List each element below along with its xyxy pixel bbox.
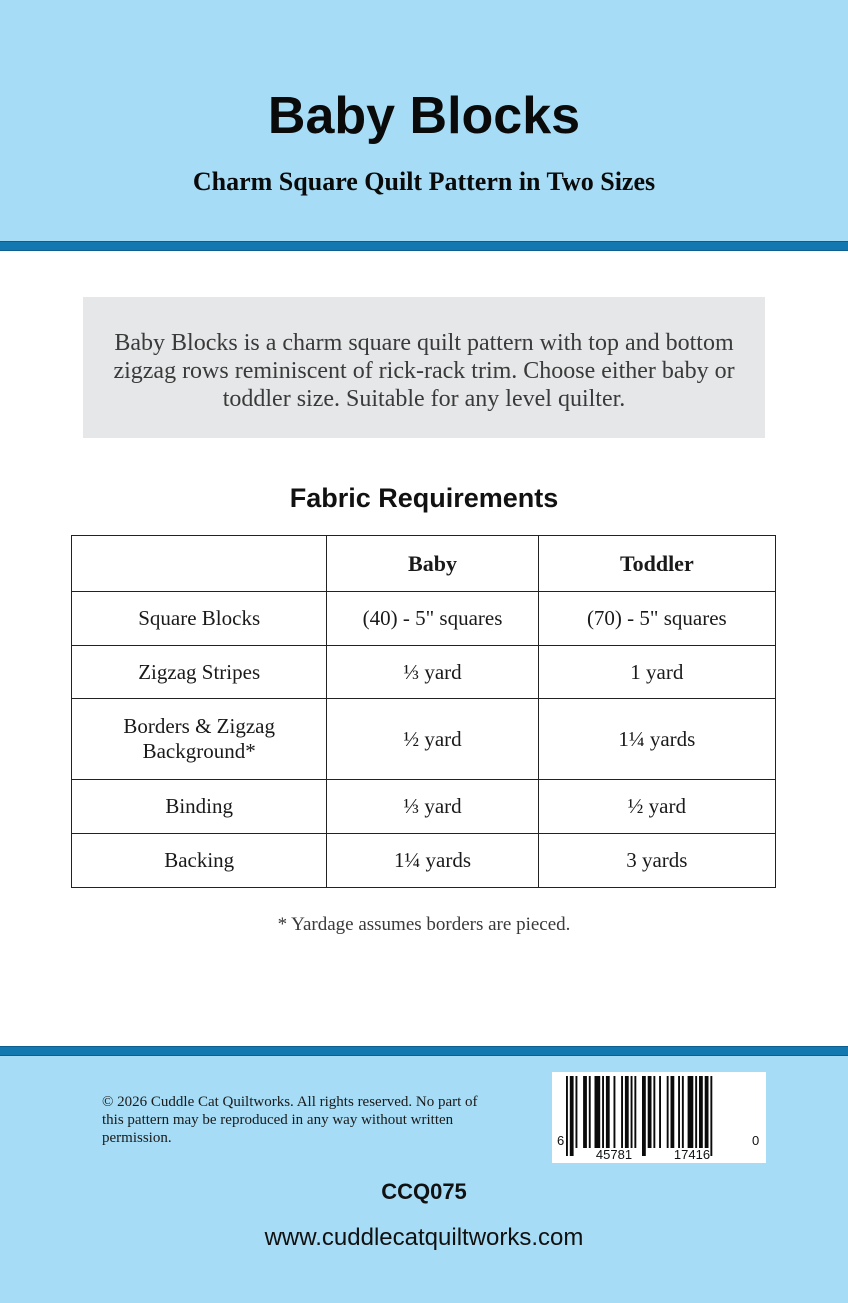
toddler-value: 1 yard: [538, 646, 775, 699]
barcode-bar: [699, 1076, 703, 1148]
barcode-bar: [625, 1076, 629, 1148]
footer-divider-stripe: [0, 1046, 848, 1056]
toddler-value: 1¼ yards: [538, 699, 775, 780]
row-label: Square Blocks: [72, 592, 327, 646]
column-header-baby: Baby: [327, 536, 538, 592]
fabric-requirements-title: Fabric Requirements: [289, 483, 559, 513]
baby-value: ½ yard: [327, 699, 538, 780]
barcode-bar: [589, 1076, 591, 1148]
barcode-bar: [695, 1076, 697, 1148]
toddler-value: ½ yard: [538, 780, 775, 834]
page-subtitle: Charm Square Quilt Pattern in Two Sizes: [192, 167, 656, 196]
barcode-bar: [671, 1076, 675, 1148]
table-header-row: [72, 536, 776, 592]
row-label: Backing: [72, 834, 327, 888]
barcode-bar: [631, 1076, 633, 1148]
barcode-bar: [678, 1076, 680, 1148]
barcode-bar: [583, 1076, 587, 1148]
description-box: Baby Blocks is a charm square quilt pattern with top and bottom zigzag rows reminiscent of rick-rack trim. Choose either baby or toddler size. Suitable for any level quilter.: [83, 297, 765, 438]
barcode-bar: [659, 1076, 661, 1148]
barcode-bar: [710, 1076, 712, 1156]
website-url[interactable]: www.cuddlecatquiltworks.com: [264, 1224, 584, 1251]
column-header-blank: [72, 536, 327, 592]
barcode-bar: [653, 1076, 655, 1148]
row-label: Zigzag Stripes: [72, 646, 327, 699]
barcode-bar: [621, 1076, 623, 1148]
header-divider-stripe: [0, 241, 848, 251]
pattern-sku: CCQ075: [381, 1179, 467, 1204]
table-row: [72, 834, 776, 888]
table-row: [72, 646, 776, 699]
barcode-bar: [570, 1076, 574, 1156]
barcode-bar: [576, 1076, 578, 1148]
upc-barcode: [552, 1072, 766, 1163]
baby-value: 1¼ yards: [327, 834, 538, 888]
barcode-bar: [614, 1076, 616, 1148]
barcode-lead-digit: 6: [557, 1133, 565, 1148]
baby-value: ⅓ yard: [327, 780, 538, 834]
page-title: Baby Blocks: [267, 87, 581, 145]
fabric-requirements-table: [71, 535, 776, 888]
barcode-bar: [705, 1076, 709, 1148]
row-label: Binding: [72, 780, 327, 834]
barcode-left-digits: 45781: [595, 1147, 633, 1162]
barcode-bar: [682, 1076, 684, 1148]
barcode-bar: [642, 1076, 646, 1156]
table-row: [72, 592, 776, 646]
yardage-footnote: * Yardage assumes borders are pieced.: [277, 914, 571, 935]
barcode-bar: [648, 1076, 652, 1148]
barcode-bar: [634, 1076, 636, 1148]
barcode-check-digit: 0: [752, 1133, 760, 1148]
barcode-bar: [595, 1076, 601, 1148]
barcode-right-digits: 17416: [673, 1147, 711, 1162]
baby-value: ⅓ yard: [327, 646, 538, 699]
barcode-bar: [606, 1076, 610, 1148]
table-row: [72, 780, 776, 834]
barcode-bar: [688, 1076, 694, 1148]
toddler-value: (70) - 5" squares: [538, 592, 775, 646]
column-header-toddler: Toddler: [538, 536, 775, 592]
barcode-bar: [602, 1076, 604, 1148]
barcode-bar: [566, 1076, 568, 1156]
toddler-value: 3 yards: [538, 834, 775, 888]
baby-value: (40) - 5" squares: [327, 592, 538, 646]
barcode-bar: [667, 1076, 669, 1148]
table-row: [72, 699, 776, 780]
row-label: Borders & Zigzag Background*: [72, 699, 327, 780]
copyright-notice: © 2026 Cuddle Cat Quiltworks. All rights reserved. No part of this pattern may be reproduced in any way without written permission.: [102, 1094, 478, 1146]
